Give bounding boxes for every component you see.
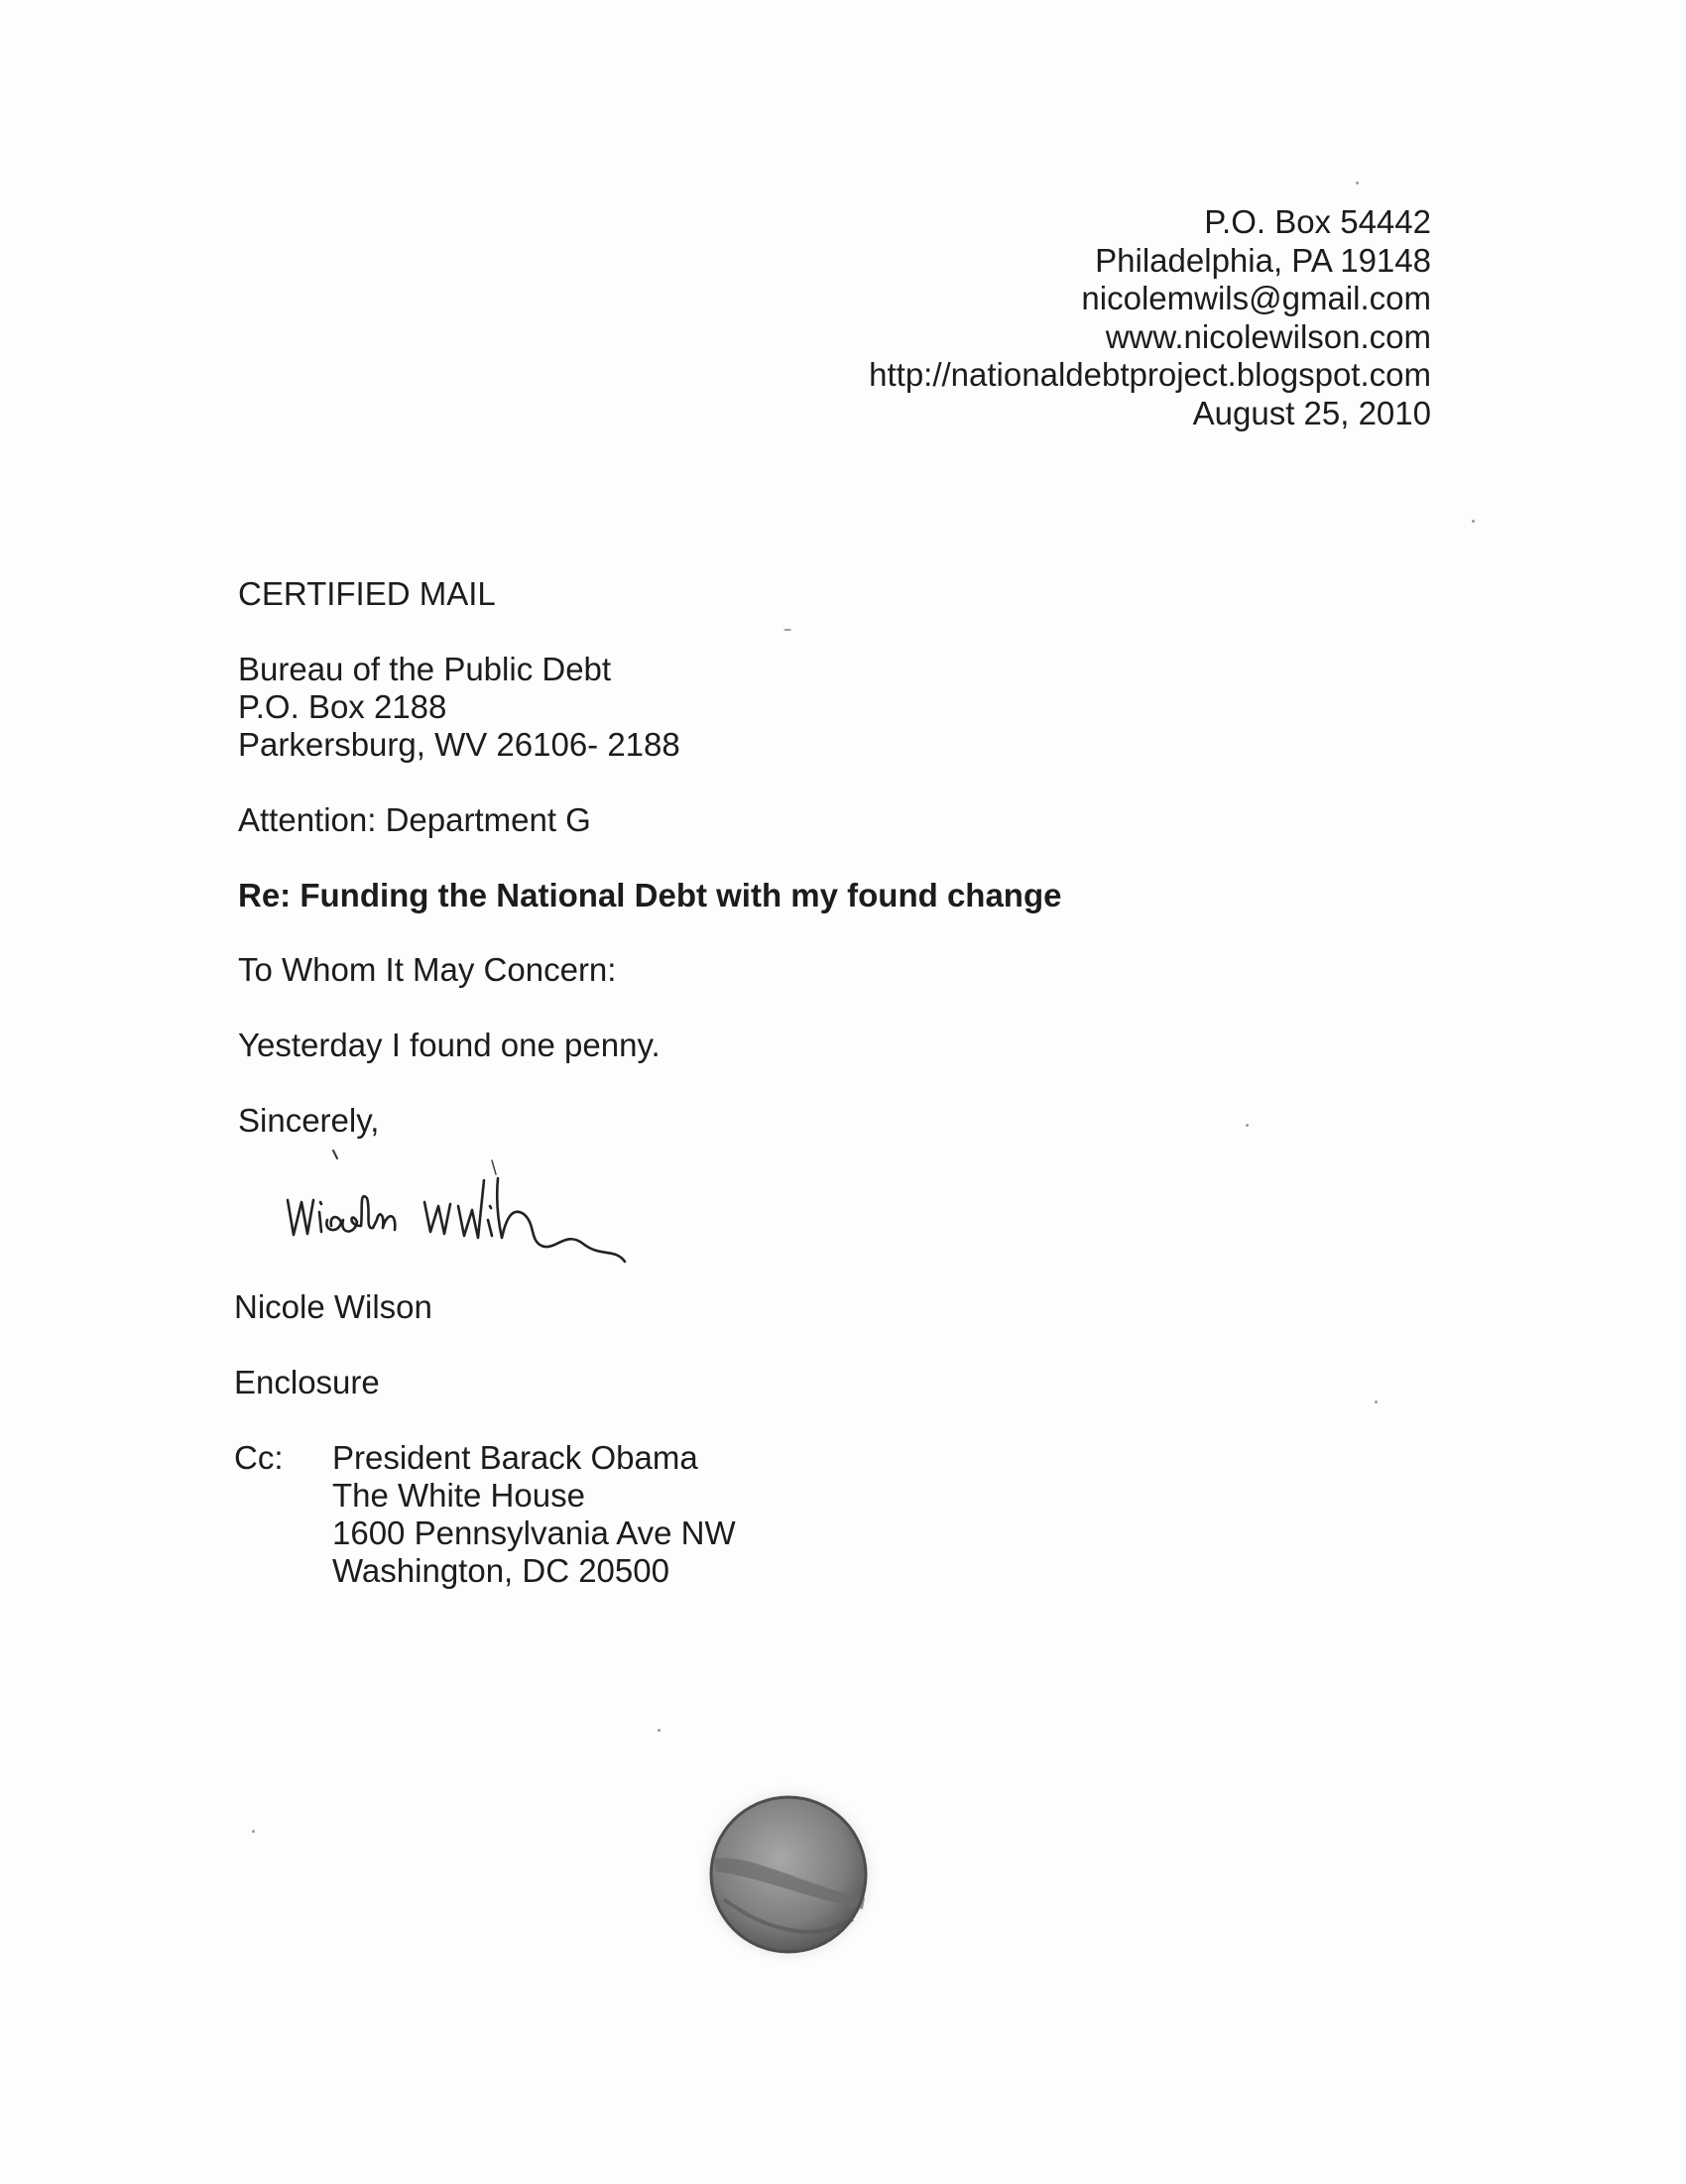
recipient-address: [238, 651, 680, 764]
closing: Sincerely,: [238, 1102, 380, 1139]
cc-name: President Barack Obama: [332, 1439, 698, 1476]
scan-speck: [783, 629, 791, 631]
salutation: To Whom It May Concern:: [238, 951, 617, 988]
scan-speck: [1356, 182, 1359, 184]
letter-date: August 25, 2010: [1192, 394, 1431, 431]
return-address-box: P.O. Box 54442: [1204, 203, 1431, 240]
scan-speck: [1472, 520, 1475, 523]
scan-speck: [252, 1830, 255, 1833]
scan-speck: [658, 1729, 661, 1732]
recipient-name: Bureau of the Public Debt: [238, 651, 612, 687]
return-address-website: www.nicolewilson.com: [1105, 317, 1431, 355]
return-address-blog: http://nationaldebtproject.blogspot.com: [869, 356, 1431, 393]
scan-speck: [1246, 1124, 1249, 1127]
cc-line-2: The White House: [332, 1477, 585, 1514]
cc-line-3: 1600 Pennsylvania Ave NW: [332, 1515, 736, 1551]
cc-line-4: Washington, DC 20500: [332, 1552, 669, 1589]
cc-label: Cc:: [234, 1439, 284, 1476]
enclosure-note: Enclosure: [234, 1364, 380, 1400]
return-address: [869, 203, 1431, 432]
certified-mail-label: CERTIFIED MAIL: [238, 575, 496, 612]
subject-line: Re: Funding the National Debt with my found change: [238, 877, 1062, 913]
scan-speck: [1375, 1400, 1378, 1403]
return-address-city: Philadelphia, PA 19148: [1095, 241, 1431, 279]
cc-address: [332, 1439, 736, 1590]
recipient-city: Parkersburg, WV 26106- 2188: [238, 726, 680, 763]
signer-name: Nicole Wilson: [234, 1288, 432, 1325]
return-address-email: nicolemwils@gmail.com: [1081, 280, 1431, 316]
penny-coin-image: [694, 1780, 883, 1969]
attention-line: Attention: Department G: [238, 801, 591, 838]
handwritten-signature: [268, 1141, 823, 1279]
recipient-box: P.O. Box 2188: [238, 688, 447, 725]
letter-body: Yesterday I found one penny.: [238, 1027, 661, 1063]
